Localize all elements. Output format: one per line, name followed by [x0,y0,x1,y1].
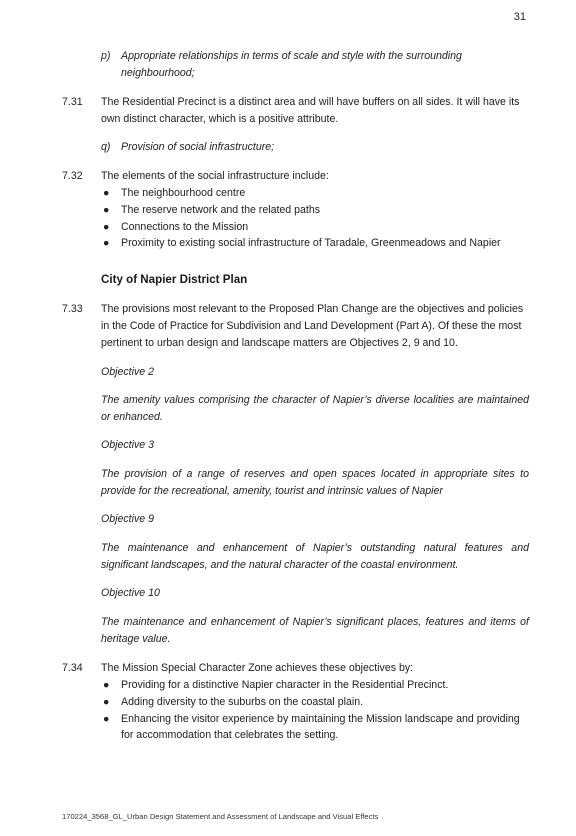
bullet-dot-icon: ● [103,695,110,708]
bullet-dot-icon: ● [103,203,110,216]
bullet-dot-icon: ● [103,220,110,233]
item-p-text: Appropriate relationships in terms of scale and style with the surrounding neighbourhood; [121,50,462,79]
item-q-label: q) [101,141,111,153]
bullet-text: Connections to the Mission [121,220,249,233]
bullet-item [101,694,529,711]
page-footer: 170224_3568_GL_Urban Design Statement and Assessment of Landscape and Visual Effects [62,812,379,821]
page-number: 31 [513,11,526,23]
bullet-item [101,202,529,219]
para-7-32-text: The elements of the social infrastructure include: [101,170,329,182]
section-heading: City of Napier District Plan [101,273,248,286]
bullet-item [101,235,529,252]
para-7-32-bullet-list [101,185,529,252]
bullet-text: The neighbourhood centre [121,187,246,199]
objective-2-text: The amenity values comprising the character of Napier’s diverse localities are maintained or enhanced. [101,394,529,423]
objective-10-text: The maintenance and enhancement of Napier’s significant places, features and items of heritage value. [101,616,529,645]
bullet-text: The reserve network and the related paths [121,203,321,216]
bullet-text: Adding diversity to the suburbs on the coastal plain. [121,695,364,708]
para-7-33-number: 7.33 [62,303,83,315]
item-p-label: p) [101,50,111,62]
bullet-dot-icon: ● [103,679,110,691]
objective-9-text: The maintenance and enhancement of Napier’s outstanding natural features and significant landscapes, and the natural character of the coastal environment. [101,542,529,571]
para-7-32-number: 7.32 [62,170,83,182]
bullet-text: Enhancing the visitor experience by maintaining the Mission landscape and providing for accommodation that celebrates the setting. [121,712,520,742]
para-7-34-number: 7.34 [62,662,83,674]
item-q-text: Provision of social infrastructure; [121,141,275,153]
objective-3-title: Objective 3 [101,439,154,451]
bullet-item [101,711,529,745]
objective-9-title: Objective 9 [101,513,154,525]
bullet-dot-icon: ● [103,187,110,199]
bullet-item [101,185,529,202]
para-7-34-text: The Mission Special Character Zone achieves these objectives by: [101,662,414,674]
objective-3-text: The provision of a range of reserves and open spaces located in appropriate sites to provide for the recreational, amenity, tourist and intrinsic values of Napier [101,468,529,497]
bullet-item [101,677,529,694]
objective-2-title: Objective 2 [101,366,154,378]
bullet-dot-icon: ● [103,712,110,725]
para-7-33-text: The provisions most relevant to the Proposed Plan Change are the objectives and policies in the Code of Practice for Subdivision and Land Development (Part A). Of these the most pertinent to urban design and landscape matters are Objectives 2, 9 and 10. [101,303,524,349]
objective-10-title: Objective 10 [101,587,160,599]
bullet-item [101,219,529,236]
para-7-31-text: The Residential Precinct is a distinct area and will have buffers on all sides. It will have its own distinct character, which is a positive attribute. [101,96,520,125]
bullet-dot-icon: ● [103,237,110,250]
bullet-text: Providing for a distinctive Napier character in the Residential Precinct. [121,679,449,691]
para-7-31-number: 7.31 [62,96,83,108]
bullet-text: Proximity to existing social infrastructure of Taradale, Greenmeadows and Napier [121,237,501,250]
para-7-34-bullet-list [101,677,529,744]
